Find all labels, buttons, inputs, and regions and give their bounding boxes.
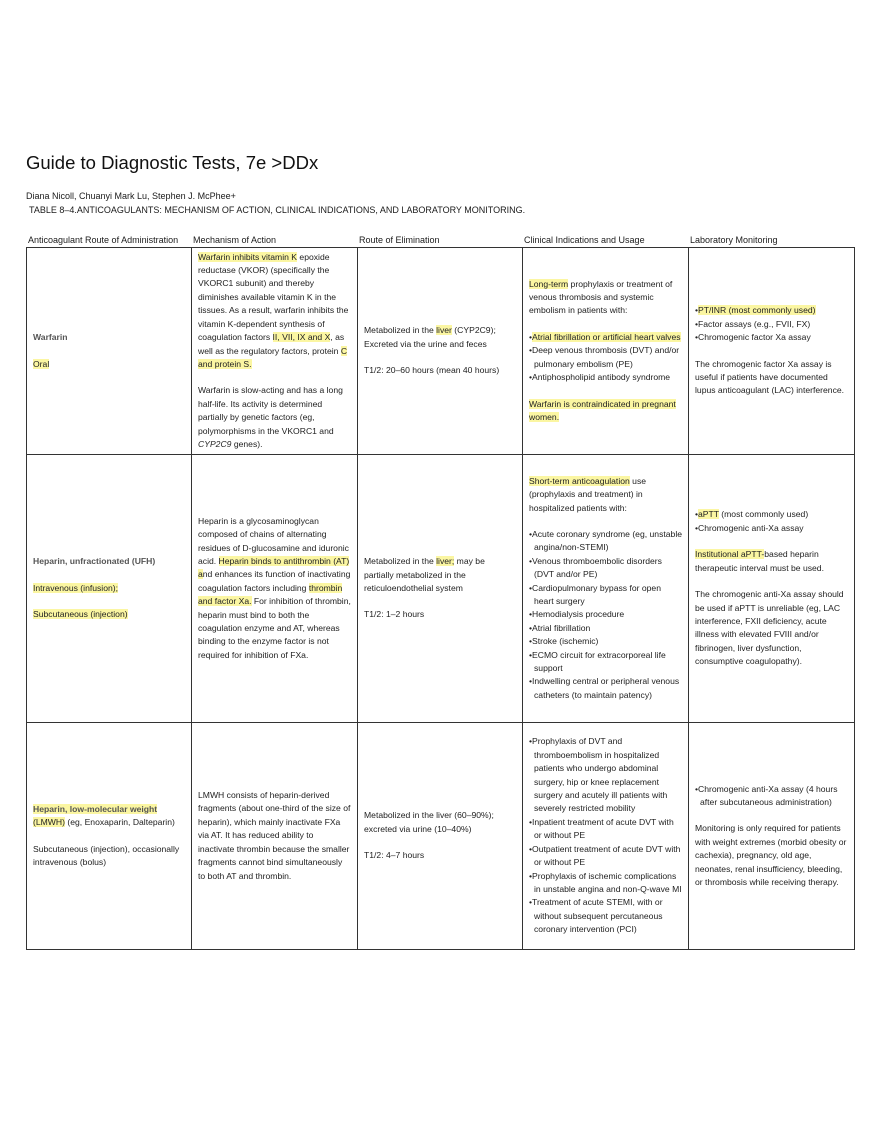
cell-monitoring <box>689 455 855 723</box>
page-title: Guide to Diagnostic Tests, 7e >DDx <box>26 152 319 173</box>
monitoring-list <box>695 304 848 344</box>
col-header-elimination: Route of Elimination <box>359 235 440 245</box>
col-header-mechanism: Mechanism of Action <box>193 235 277 245</box>
list-item: • Chromogenic factor Xa assay <box>695 331 848 344</box>
list-item: • Atrial fibrillation <box>529 622 682 635</box>
cell-indications <box>523 248 689 455</box>
table-row-lmwh <box>27 723 855 950</box>
half-life: T1/2: 20–60 hours (mean 40 hours) <box>364 365 500 376</box>
monitoring-list <box>695 783 848 810</box>
list-item: • Cardiopulmonary bypass for open heart surgery <box>529 582 682 609</box>
highlight-text: Warfarin inhibits vitamin K <box>198 251 298 262</box>
contraindication-note: Warfarin is contraindicated in pregnant women. <box>529 398 676 422</box>
table-row-warfarin <box>27 248 855 455</box>
mechanism-text: LMWH consists of heparin-derived fragments (about one-third of the size of heparin), which mainly inactivate FXa via AT. It has reduced ability to inactivate thrombin because the smaller fragments cannot bind simultaneously to both AT and thrombin. <box>198 790 351 881</box>
mechanism-text: Heparin is a glycosaminoglycan composed of chains of alternating residues of D-glucosamine and iduronic acid. <box>198 515 349 566</box>
cell-agent <box>27 455 192 723</box>
indication-list <box>529 331 682 385</box>
highlight-text: Short-term anticoagulation <box>529 475 630 486</box>
cell-agent <box>27 248 192 455</box>
table-header <box>26 235 854 247</box>
half-life: T1/2: 4–7 hours <box>364 850 425 861</box>
list-item: • Prophylaxis of DVT and thromboembolism in hospitalized patients who undergo abdominal surgery, hip or knee replacement surgery and acutely ill patients with severely restricted mobility <box>529 735 682 815</box>
indication-text: prophylaxis or treatment of venous thrombosis and systemic embolism in patients with: <box>529 278 673 316</box>
cell-agent <box>27 723 192 950</box>
monitoring-text: (most commonly used) <box>718 509 809 520</box>
highlight-text: PT/INR (most commonly used) <box>698 305 816 316</box>
highlight-text: Institutional aPTT- <box>695 549 765 560</box>
drug-abbrev: (LMWH) <box>33 817 65 828</box>
list-item: • Venous thromboembolic disorders (DVT and/or PE) <box>529 555 682 582</box>
col-header-agent: Anticoagulant Route of Administration <box>28 235 179 245</box>
mechanism-text: nd enhances its function of inactivating coagulation factors including <box>198 569 351 593</box>
monitoring-note: Monitoring is only required for patients with weight extremes (morbid obesity or cachexia), pregnancy, old age, neonates, renal insufficiency, bleeding, or thrombosis while receiving therapy. <box>695 823 847 888</box>
elimination-text: Metabolized in the <box>364 556 437 567</box>
list-item: • Acute coronary syndrome (eg, unstable angina/non-STEMI) <box>529 528 682 555</box>
list-item: • ECMO circuit for extracorporeal life support <box>529 649 682 676</box>
cell-elimination <box>358 723 523 950</box>
list-item: • Chromogenic anti-Xa assay (4 hours after subcutaneous administration) <box>695 783 848 810</box>
highlight-text: liver <box>436 325 452 336</box>
list-item: • Deep venous thrombosis (DVT) and/or pulmonary embolism (PE) <box>529 344 682 371</box>
monitoring-note: The chromogenic factor Xa assay is useful if patients have documented lupus anticoagulant (LAC) interference. <box>695 358 845 396</box>
list-item: • Antiphospholipid antibody syndrome <box>529 371 682 384</box>
elimination-text: Metabolized in the <box>364 325 437 336</box>
cell-elimination <box>358 455 523 723</box>
list-item <box>695 508 848 521</box>
monitoring-list <box>695 508 848 535</box>
highlight-text: liver; <box>436 556 455 567</box>
cell-indications <box>523 723 689 950</box>
drug-name: Warfarin <box>33 332 68 343</box>
mechanism-text: genes). <box>231 438 263 449</box>
highlight-text: Long-term <box>529 278 569 289</box>
route-text: Subcutaneous (injection), occasionally intravenous (bolus) <box>33 843 180 867</box>
highlight-text: Atrial fibrillation or artificial heart valves <box>532 331 681 342</box>
highlight-text: thrombin and factor Xa. <box>198 582 343 607</box>
cell-monitoring <box>689 248 855 455</box>
list-item: • Chromogenic anti-Xa assay <box>695 522 848 535</box>
col-header-indications: Clinical Indications and Usage <box>524 235 645 245</box>
drug-name: Heparin, low-molecular weight <box>33 803 158 814</box>
route-text: Intravenous (infusion); <box>33 582 119 593</box>
mechanism-text: , as well as the regulatory factors, protein <box>198 332 345 356</box>
cell-mechanism <box>192 248 358 455</box>
drug-examples: (eg, Enoxaparin, Dalteparin) <box>64 817 175 828</box>
list-item <box>529 331 682 344</box>
list-item: • Prophylaxis of ischemic complications in unstable angina and non-Q-wave MI <box>529 870 682 897</box>
cell-mechanism <box>192 723 358 950</box>
indication-list <box>529 735 682 936</box>
highlight-text: II, VII, IX and X <box>272 332 331 343</box>
cell-elimination <box>358 248 523 455</box>
elimination-text: (CYP2C9); Excreted via the urine and feces <box>364 325 496 349</box>
list-item: • Hemodialysis procedure <box>529 608 682 621</box>
highlight-text: C and protein S. <box>198 345 348 369</box>
mechanism-text: Warfarin is slow-acting and has a long half-life. Its activity is determined partially by genetic factors (eg, polymorphisms in the VKORC1 and <box>198 385 343 436</box>
list-item: • Factor assays (e.g., FVII, FX) <box>695 318 848 331</box>
elimination-text: may be partially metabolized in the reticuloendothelial system <box>364 556 485 593</box>
route-text: Subcutaneous (injection) <box>33 609 128 620</box>
list-item: • Indwelling central or peripheral venous catheters (to maintain patency) <box>529 675 682 702</box>
monitoring-text: based heparin therapeutic interval must be used. <box>695 549 824 573</box>
list-item: • Outpatient treatment of acute DVT with or without PE <box>529 843 682 870</box>
col-header-monitoring: Laboratory Monitoring <box>690 235 778 245</box>
list-item: • Treatment of acute STEMI, with or without subsequent percutaneous coronary intervention (PCI) <box>529 896 682 936</box>
mechanism-text: For inhibition of thrombin, heparin must bind to both the coagulation enzyme and AT, whereas binding to the enzyme factor is not required for inhibition of FXa. <box>198 596 351 660</box>
highlight-text: aPTT <box>698 509 719 520</box>
highlight-text: Heparin binds to antithrombin (AT) a <box>198 555 350 580</box>
indication-list <box>529 528 682 702</box>
cell-indications <box>523 455 689 723</box>
anticoagulant-table <box>26 247 855 950</box>
elimination-text: Metabolized in the liver (60–90%); excreted via urine (10–40%) <box>364 810 494 834</box>
mechanism-text: epoxide reductase (VKOR) (specifically the VKORC1 subunit) and thereby diminishes available vitamin K in the tissues. As a result, warfarin inhibits the vitamin K-dependent synthesis of coagulation factors <box>198 251 349 343</box>
authors: Diana Nicoll, Chuanyi Mark Lu, Stephen J. McPhee+ <box>26 191 236 201</box>
list-item: • Inpatient treatment of acute DVT with or without PE <box>529 816 682 843</box>
table-row-ufh <box>27 455 855 723</box>
document-page <box>26 152 854 950</box>
drug-name: Heparin, unfractionated (UFH) <box>33 556 156 567</box>
list-item <box>695 304 848 317</box>
monitoring-note: The chromogenic anti-Xa assay should be used if aPTT is unreliable (eg, LAC interference, FXII deficiency, acute illness with elevated FVIII and/or fibrinogen, liver dysfunction, consumptive coagulopathy). <box>695 589 844 667</box>
route-text: Oral <box>33 358 50 369</box>
cell-mechanism <box>192 455 358 723</box>
list-item: • Stroke (ischemic) <box>529 635 682 648</box>
indication-text: use (prophylaxis and treatment) in hospitalized patients with: <box>529 475 647 513</box>
cell-monitoring <box>689 723 855 950</box>
half-life: T1/2: 1–2 hours <box>364 609 425 620</box>
gene-name: CYP2C9 <box>198 438 232 449</box>
table-caption: TABLE 8–4.ANTICOAGULANTS: MECHANISM OF ACTION, CLINICAL INDICATIONS, AND LABORATORY MONITORING. <box>29 205 526 215</box>
